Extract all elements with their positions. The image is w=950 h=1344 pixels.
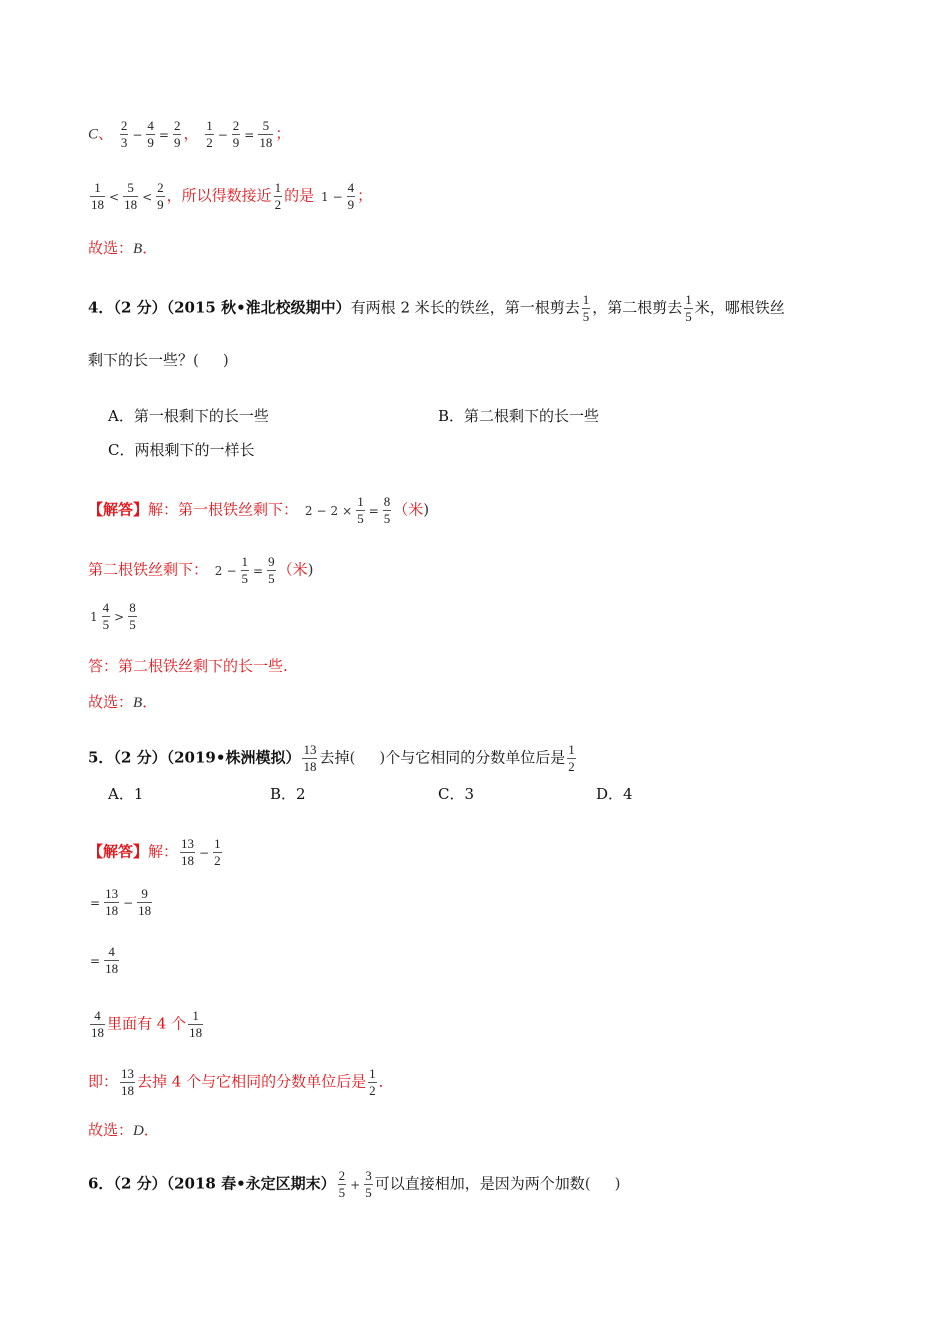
- numerator: 9: [137, 886, 152, 903]
- equals-sign: =: [244, 127, 255, 142]
- period: ．: [143, 1121, 159, 1139]
- period: ．: [378, 1072, 394, 1091]
- fraction: [213, 836, 222, 869]
- denominator: 5: [582, 309, 590, 324]
- q5-solution-line5: [88, 1066, 394, 1099]
- fraction: [567, 742, 576, 775]
- denominator: 5: [241, 571, 248, 586]
- numerator: 4: [147, 118, 154, 133]
- equals-sign: =: [90, 895, 101, 910]
- semicolon: ；: [357, 186, 373, 205]
- q4-solution-line1: [88, 494, 429, 527]
- fraction: [347, 180, 356, 213]
- denominator: 5: [102, 617, 110, 632]
- denominator: 5: [365, 1185, 372, 1200]
- q5-solution-text4: 里面有 4 个: [107, 1014, 187, 1033]
- q5-option-c: C．3: [438, 785, 475, 803]
- answer-label: 故选：: [88, 693, 134, 711]
- denominator: 18: [181, 853, 195, 868]
- fraction: [241, 554, 250, 587]
- answer-value: D: [133, 1123, 144, 1139]
- plus-sign: +: [350, 1177, 361, 1192]
- q4-text2: ，第二根剪去: [592, 298, 683, 317]
- answer-blank-close: ): [614, 1174, 621, 1193]
- fraction: [104, 944, 119, 977]
- minus-sign: −: [316, 503, 327, 518]
- denominator: 2: [214, 853, 221, 868]
- question-number: 4．: [88, 298, 114, 317]
- denominator: 18: [105, 961, 119, 976]
- denominator: 18: [189, 1025, 203, 1040]
- fraction: [205, 118, 214, 151]
- numerator: 1: [241, 554, 248, 569]
- fraction: [173, 118, 182, 151]
- fraction: [137, 886, 152, 919]
- q5-solution-line1: [88, 836, 224, 869]
- numerator: 1: [568, 742, 575, 757]
- denominator: 9: [232, 135, 240, 150]
- q4-solution-line2: [88, 554, 313, 587]
- sol3-comparison-text: ，所以得数接近: [166, 186, 272, 205]
- numerator: 8: [383, 494, 391, 509]
- sol3-c-sep: 、: [98, 124, 114, 143]
- q4-solution-choice: [88, 692, 157, 713]
- q4-solution-text1: 解：第一根铁丝剩下：: [148, 500, 299, 519]
- answer-label: 故选：: [88, 1121, 134, 1139]
- q5-solution-text5: 去掉 4 个与它相同的分数单位后是: [137, 1072, 367, 1091]
- equals-sign: =: [253, 563, 264, 578]
- q5-text2: 个与它相同的分数单位后是: [385, 748, 566, 767]
- q4-option-c: C．两根剩下的一样长: [108, 441, 255, 459]
- q5-solution-text1: 解：: [148, 842, 179, 861]
- q6-stem: [88, 1168, 620, 1201]
- q4-solution-text2: 第二根铁丝剩下：: [88, 560, 209, 579]
- whole-number: 2: [214, 563, 223, 578]
- q4-stem-line1: [88, 292, 785, 325]
- q4-option-b: B．第二根剩下的长一些: [438, 407, 600, 425]
- minus-sign: −: [332, 189, 343, 204]
- minus-sign: −: [132, 127, 143, 142]
- numerator: 1: [188, 1008, 203, 1025]
- denominator: 18: [91, 1025, 104, 1040]
- denominator: 18: [303, 759, 317, 774]
- fraction: [120, 1066, 135, 1099]
- answer-value: B: [133, 695, 143, 711]
- question-score: （2 分）: [113, 1174, 167, 1193]
- fraction: [123, 180, 138, 213]
- fraction: [90, 180, 105, 213]
- numerator: 2: [173, 118, 181, 133]
- denominator: 5: [685, 309, 692, 324]
- numerator: 1: [90, 180, 105, 197]
- denominator: 5: [357, 511, 364, 526]
- question-number: 5．: [88, 748, 114, 767]
- denominator: 18: [105, 903, 119, 918]
- numerator: 2: [232, 118, 240, 133]
- denominator: 5: [338, 1185, 346, 1200]
- numerator: 1: [357, 494, 364, 509]
- fraction: [104, 886, 119, 919]
- semicolon: ；: [275, 124, 291, 143]
- numerator: 3: [365, 1168, 372, 1183]
- whole-number: 2: [330, 503, 339, 518]
- q5-option-b: B．2: [270, 785, 306, 803]
- sol3-answer: [88, 238, 157, 259]
- fraction: [582, 292, 591, 325]
- q5-option-d: D．4: [596, 785, 633, 803]
- minus-sign: −: [199, 845, 210, 860]
- numerator: 9: [268, 554, 275, 569]
- fraction: [156, 180, 165, 213]
- denominator: 9: [157, 197, 164, 212]
- denominator: 9: [347, 197, 355, 212]
- numerator: 5: [258, 118, 273, 135]
- q5-solution-choice: [88, 1120, 159, 1141]
- q5-text1: 去掉: [319, 748, 350, 767]
- sol3-c-label: C: [88, 126, 99, 143]
- question-number: 6．: [88, 1174, 114, 1193]
- q5-solution-line4: [88, 1008, 205, 1041]
- fraction: [338, 1168, 347, 1201]
- numerator: 2: [120, 118, 128, 133]
- numerator: 4: [102, 600, 110, 615]
- numerator: 13: [303, 742, 317, 757]
- denominator: 5: [129, 617, 136, 632]
- denominator: 18: [91, 197, 104, 212]
- whole-number: 1: [90, 609, 98, 624]
- q5-solution-prefix: 即：: [88, 1072, 119, 1091]
- solution-label: 【解答】: [88, 500, 149, 519]
- q5-solution-line3: [88, 944, 121, 977]
- equals-sign: =: [368, 503, 379, 518]
- answer-blank-close: ): [222, 351, 229, 369]
- q4-text4: 剩下的长一些？: [88, 351, 194, 369]
- question-source: （2015 秋•淮北校级期中）: [166, 298, 351, 317]
- fraction: [232, 118, 241, 151]
- minus-sign: −: [226, 563, 237, 578]
- comma: ，: [183, 124, 199, 143]
- answer-label: 故选：: [88, 239, 134, 257]
- q4-solution-compare: [88, 600, 139, 633]
- fraction: [684, 292, 693, 325]
- q5-solution-line2: [88, 886, 154, 919]
- numerator: 4: [90, 1008, 105, 1025]
- denominator: 5: [268, 571, 275, 586]
- denominator: 2: [274, 197, 282, 212]
- numerator: 1: [582, 292, 590, 307]
- denominator: 2: [206, 135, 213, 150]
- numerator: 1: [685, 292, 692, 307]
- less-than-sign: <: [109, 189, 120, 204]
- answer-blank-close: ): [379, 748, 386, 767]
- answer-blank-open: (: [193, 351, 199, 369]
- q4-text3: 米，哪根铁丝: [694, 298, 785, 317]
- q5-stem: [88, 742, 578, 775]
- fraction: [180, 836, 195, 869]
- question-source: （2019•株洲模拟）: [166, 748, 301, 767]
- fraction: [128, 600, 137, 633]
- denominator: 2: [568, 759, 575, 774]
- fraction: [102, 600, 111, 633]
- question-score: （2 分）: [113, 298, 167, 317]
- fraction: [267, 554, 276, 587]
- answer-blank-open: (: [349, 748, 356, 767]
- numerator: 5: [123, 180, 138, 197]
- fraction: [368, 1066, 377, 1099]
- greater-than-sign: >: [114, 609, 125, 624]
- numerator: 1: [369, 1066, 376, 1081]
- numerator: 13: [121, 1066, 135, 1081]
- denominator: 18: [124, 197, 138, 212]
- whole-number: 1: [320, 189, 329, 204]
- sol3-comparison-text2: 的是: [284, 186, 315, 205]
- fraction: [258, 118, 273, 151]
- numerator: 13: [105, 886, 119, 901]
- numerator: 1: [274, 180, 282, 195]
- q4-stem-line2: [88, 350, 229, 370]
- fraction: [274, 180, 283, 213]
- numerator: 1: [214, 836, 221, 851]
- numerator: 8: [129, 600, 136, 615]
- answer-blank-open: (: [584, 1174, 591, 1193]
- denominator: 18: [259, 135, 273, 150]
- numerator: 13: [181, 836, 195, 851]
- q4-text1: 有两根 2 米长的铁丝，第一根剪去: [350, 298, 580, 317]
- numerator: 1: [206, 118, 213, 133]
- q6-text1: 可以直接相加，是因为两个加数: [374, 1174, 585, 1193]
- sol3-comparison: [88, 180, 372, 213]
- period: ．: [142, 239, 158, 257]
- sol3-option-c-calc: [88, 118, 290, 151]
- whole-number: 2: [304, 503, 313, 518]
- question-source: （2018 春•永定区期末）: [166, 1174, 336, 1193]
- unit-close: ): [307, 560, 314, 579]
- unit-close: ): [423, 500, 430, 519]
- period: ．: [142, 693, 158, 711]
- fraction: [383, 494, 392, 527]
- fraction: [146, 118, 155, 151]
- fraction: [120, 118, 129, 151]
- less-than-sign: <: [142, 189, 153, 204]
- answer-value: B: [133, 241, 143, 257]
- equals-sign: =: [90, 953, 101, 968]
- minus-sign: −: [123, 895, 134, 910]
- numerator: 4: [104, 944, 119, 961]
- fraction: [364, 1168, 373, 1201]
- denominator: 18: [138, 903, 152, 918]
- fraction: [356, 494, 365, 527]
- question-score: （2 分）: [113, 748, 167, 767]
- equals-sign: =: [158, 127, 169, 142]
- unit-text: （米: [393, 500, 424, 519]
- unit-text: （米: [277, 560, 308, 579]
- denominator: 9: [147, 135, 154, 150]
- numerator: 4: [347, 180, 355, 195]
- numerator: 2: [338, 1168, 346, 1183]
- numerator: 2: [157, 180, 164, 195]
- minus-sign: −: [217, 127, 228, 142]
- denominator: 5: [383, 511, 391, 526]
- q4-option-a: A．第一根剩下的长一些: [108, 407, 269, 425]
- times-sign: ×: [342, 503, 353, 518]
- denominator: 3: [120, 135, 128, 150]
- solution-label: 【解答】: [88, 842, 149, 861]
- q5-option-a: A．1: [108, 785, 144, 803]
- denominator: 2: [369, 1083, 376, 1098]
- fraction: [188, 1008, 203, 1041]
- fraction: [302, 742, 317, 775]
- denominator: 9: [173, 135, 181, 150]
- denominator: 18: [121, 1083, 135, 1098]
- q4-solution-answer: 答：第二根铁丝剩下的长一些.: [88, 657, 288, 675]
- fraction: [90, 1008, 105, 1041]
